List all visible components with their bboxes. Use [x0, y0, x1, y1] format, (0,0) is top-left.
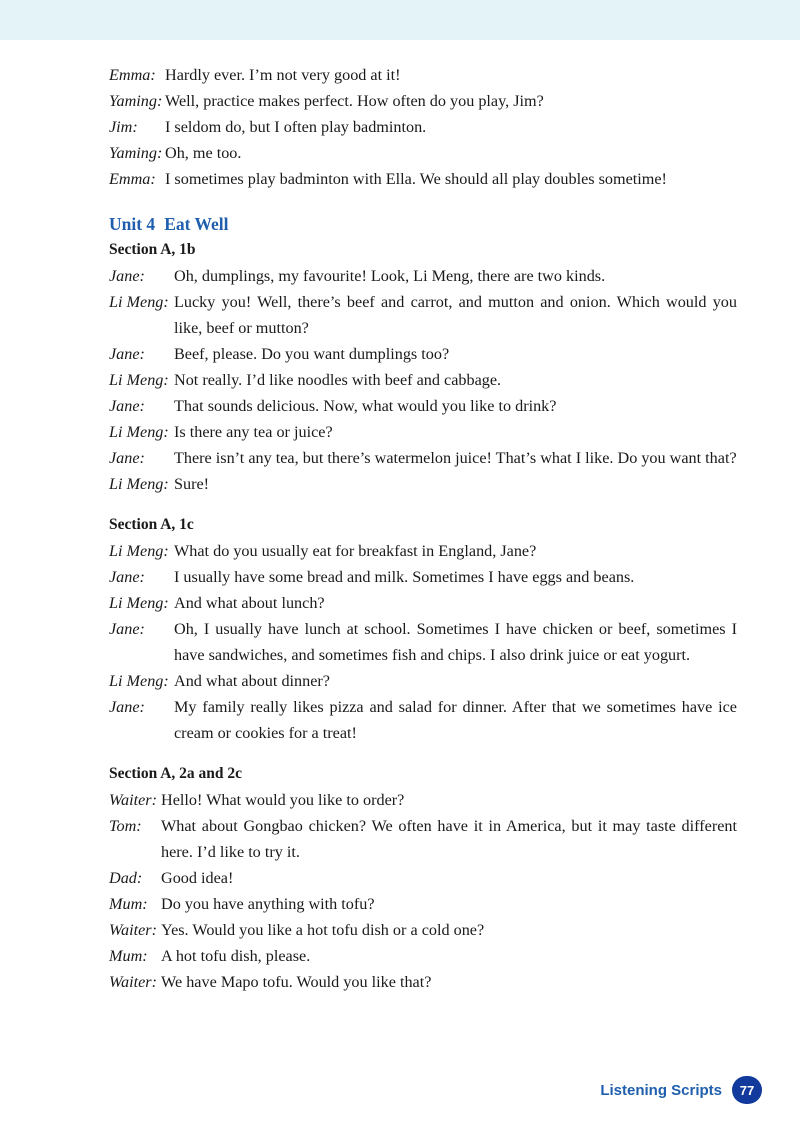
speaker: Li Meng:	[109, 475, 169, 493]
section-gap	[109, 497, 737, 512]
speaker: Jane:	[109, 620, 145, 638]
speaker: Li Meng:	[109, 423, 169, 441]
dialogue-line	[109, 943, 737, 969]
intro-dialogue	[109, 62, 737, 192]
speaker: Dad:	[109, 869, 143, 887]
section-heading: Section A, 1b	[109, 241, 196, 258]
utterance: That sounds delicious. Now, what would you like to drink?	[174, 397, 557, 415]
speaker: Li Meng:	[109, 594, 169, 612]
speaker: Jim:	[109, 118, 138, 136]
speaker: Jane:	[109, 449, 145, 467]
section-1b-dialogue	[109, 263, 737, 497]
speaker: Jane:	[109, 568, 145, 586]
utterance: I sometimes play badminton with Ella. We should all play doubles sometime!	[165, 170, 667, 188]
speaker: Li Meng:	[109, 293, 169, 311]
utterance: Not really. I’d like noodles with beef and cabbage.	[174, 371, 502, 389]
utterance: Do you have anything with tofu?	[161, 895, 375, 913]
dialogue-line	[109, 969, 737, 995]
utterance: A hot tofu dish, please.	[161, 947, 311, 965]
dialogue-line	[109, 813, 737, 865]
speaker: Li Meng:	[109, 371, 169, 389]
speaker: Emma:	[109, 66, 156, 84]
dialogue-line	[109, 341, 737, 367]
speaker: Li Meng:	[109, 672, 169, 690]
speaker: Mum:	[109, 895, 148, 913]
unit-title: Eat Well	[164, 214, 229, 234]
utterance: What about Gongbao chicken? We often have it in America, but it may taste different here. I’d like to try it.	[161, 817, 737, 861]
utterance: There isn’t any tea, but there’s watermelon juice! That’s what I like. Do you want that?	[174, 449, 737, 467]
speaker: Jane:	[109, 397, 145, 415]
speaker: Waiter:	[109, 791, 157, 809]
dialogue-line	[109, 865, 737, 891]
dialogue-line	[109, 471, 737, 497]
dialogue-line	[109, 538, 737, 564]
dialogue-line	[109, 419, 737, 445]
section-heading: Section A, 2a and 2c	[109, 765, 243, 782]
utterance: My family really likes pizza and salad for dinner. After that we sometimes have ice cream or cookies for a treat!	[174, 698, 737, 742]
top-band	[0, 0, 800, 40]
section-heading: Section A, 1c	[109, 516, 194, 533]
dialogue-line	[109, 590, 737, 616]
utterance: Well, practice makes perfect. How often do you play, Jim?	[165, 92, 544, 110]
section-1c-dialogue	[109, 538, 737, 746]
page-footer	[600, 1076, 762, 1104]
utterance: Lucky you! Well, there’s beef and carrot, and mutton and onion. Which would you like, beef or mutton?	[174, 293, 737, 337]
utterance: Yes. Would you like a hot tofu dish or a cold one?	[161, 921, 485, 939]
dialogue-line	[109, 917, 737, 943]
utterance: We have Mapo tofu. Would you like that?	[161, 973, 432, 991]
utterance: And what about lunch?	[174, 594, 325, 612]
speaker: Mum:	[109, 947, 148, 965]
speaker: Emma:	[109, 170, 156, 188]
unit-heading	[109, 211, 737, 237]
dialogue-line	[109, 445, 737, 471]
speaker: Jane:	[109, 345, 145, 363]
dialogue-line	[109, 114, 737, 140]
dialogue-line	[109, 564, 737, 590]
utterance: I usually have some bread and milk. Sometimes I have eggs and beans.	[174, 568, 635, 586]
speaker: Yaming:	[109, 144, 163, 162]
speaker: Li Meng:	[109, 542, 169, 560]
utterance: Hardly ever. I’m not very good at it!	[165, 66, 401, 84]
utterance: Is there any tea or juice?	[174, 423, 333, 441]
utterance: And what about dinner?	[174, 672, 330, 690]
dialogue-line	[109, 62, 737, 88]
utterance: Good idea!	[161, 869, 234, 887]
speaker: Jane:	[109, 267, 145, 285]
dialogue-line	[109, 367, 737, 393]
dialogue-line	[109, 891, 737, 917]
unit-number: Unit 4	[109, 214, 156, 234]
utterance: Oh, dumplings, my favourite! Look, Li Meng, there are two kinds.	[174, 267, 606, 285]
dialogue-line	[109, 263, 737, 289]
utterance: Oh, me too.	[165, 144, 242, 162]
dialogue-line	[109, 787, 737, 813]
utterance: What do you usually eat for breakfast in England, Jane?	[174, 542, 537, 560]
script-content	[109, 62, 737, 995]
speaker: Yaming:	[109, 92, 163, 110]
utterance: I seldom do, but I often play badminton.	[165, 118, 427, 136]
speaker: Jane:	[109, 698, 145, 716]
dialogue-line	[109, 88, 737, 114]
footer-label: Listening Scripts	[600, 1081, 722, 1099]
dialogue-line	[109, 694, 737, 746]
utterance: Hello! What would you like to order?	[161, 791, 405, 809]
utterance: Oh, I usually have lunch at school. Sometimes I have chicken or beef, sometimes I have sandwiches, and sometimes fish and chips. I also drink juice or eat yogurt.	[174, 620, 737, 664]
page-number-badge: 77	[732, 1076, 762, 1104]
section-2a-dialogue	[109, 787, 737, 995]
utterance: Sure!	[174, 475, 210, 493]
speaker: Waiter:	[109, 921, 157, 939]
dialogue-line	[109, 289, 737, 341]
speaker: Tom:	[109, 817, 142, 835]
dialogue-line	[109, 616, 737, 668]
section-gap	[109, 746, 737, 761]
utterance: Beef, please. Do you want dumplings too?	[174, 345, 450, 363]
dialogue-line	[109, 393, 737, 419]
dialogue-line	[109, 140, 737, 166]
dialogue-line	[109, 166, 737, 192]
speaker: Waiter:	[109, 973, 157, 991]
dialogue-line	[109, 668, 737, 694]
